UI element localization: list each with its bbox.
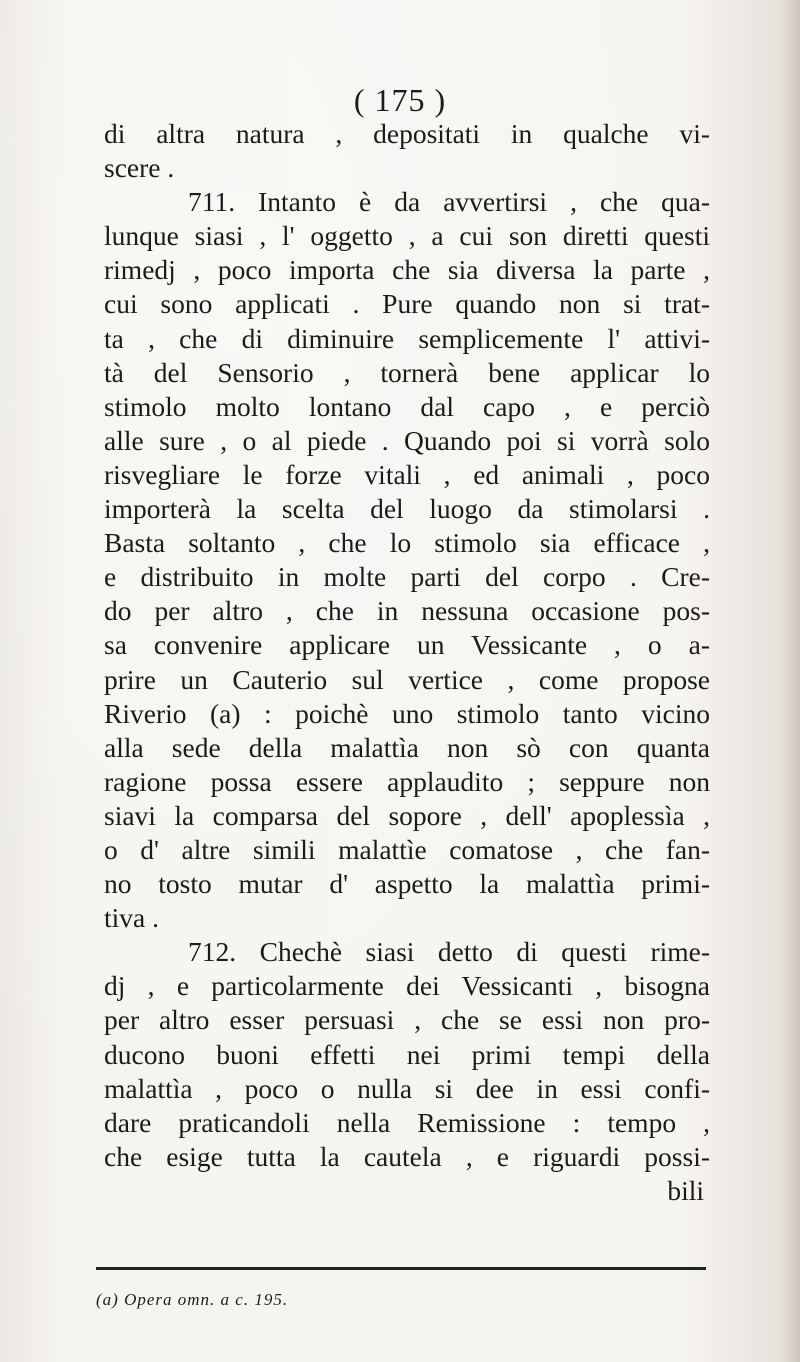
text-line: e distribuito in molte parti del corpo . Cre-	[104, 561, 710, 593]
text-line: scere .	[104, 152, 175, 184]
page-edge-shadow	[782, 0, 800, 1362]
text-line: 711. Intanto è da avvertirsi , che qua-	[188, 186, 710, 218]
text-line: o d' altre simili malattìe comatose , che fan-	[104, 833, 710, 865]
text-line: rimedj , poco importa che sia diversa la parte ,	[104, 254, 710, 286]
text-line: ragione possa essere applaudito ; seppure non	[104, 765, 710, 797]
text-line: ducono buoni effetti nei primi tempi della	[104, 1038, 710, 1070]
footnote: (a) Opera omn. a c. 195.	[96, 1290, 289, 1309]
text-line: malattìa , poco o nulla si dee in essi confi-	[104, 1072, 710, 1104]
text-line: no tosto mutar d' aspetto la malattìa primi-	[104, 868, 710, 900]
text-line: dare praticandoli nella Remissione : tempo ,	[104, 1106, 710, 1138]
text-line: sa convenire applicare un Vessicante , o a-	[104, 629, 710, 661]
text-line: alle sure , o al piede . Quando poi si vorrà solo	[104, 424, 710, 456]
footnote-rule	[96, 1267, 706, 1270]
text-line: stimolo molto lontano dal capo , e perciò	[104, 390, 710, 422]
catchword: bili	[667, 1174, 704, 1206]
text-line: Basta soltanto , che lo stimolo sia efficace ,	[104, 527, 710, 559]
text-line: risvegliare le forze vitali , ed animali , poco	[104, 458, 710, 490]
text-line: cui sono applicati . Pure quando non si trat-	[104, 288, 710, 320]
text-line: tiva .	[104, 902, 159, 934]
text-line: prire un Cauterio sul vertice , come propose	[104, 663, 710, 695]
text-line: 712. Chechè siasi detto di questi rime-	[188, 936, 710, 968]
text-line: importerà la scelta del luogo da stimolarsi .	[104, 493, 710, 525]
text-line: lunque siasi , l' oggetto , a cui son diretti questi	[104, 220, 710, 252]
text-line: siavi la comparsa del sopore , dell' apoplessìa ,	[104, 799, 710, 831]
body-text	[104, 117, 710, 1208]
text-line: ta , che di diminuire semplicemente l' attivi-	[104, 322, 710, 354]
text-line: alla sede della malattìa non sò con quanta	[104, 731, 710, 763]
text-line: tà del Sensorio , tornerà bene applicar lo	[104, 356, 710, 388]
text-line: per altro esser persuasi , che se essi non pro-	[104, 1004, 710, 1036]
text-line: che esige tutta la cautela , e riguardi possi-	[104, 1140, 710, 1172]
text-line: do per altro , che in nessuna occasione pos-	[104, 595, 710, 627]
page-number: ( 175 )	[353, 82, 447, 118]
text-line: Riverio (a) : poichè uno stimolo tanto vicino	[104, 697, 710, 729]
text-line: di altra natura , depositati in qualche vi-	[104, 118, 710, 149]
text-line: dj , e particolarmente dei Vessicanti , bisogna	[104, 970, 710, 1002]
